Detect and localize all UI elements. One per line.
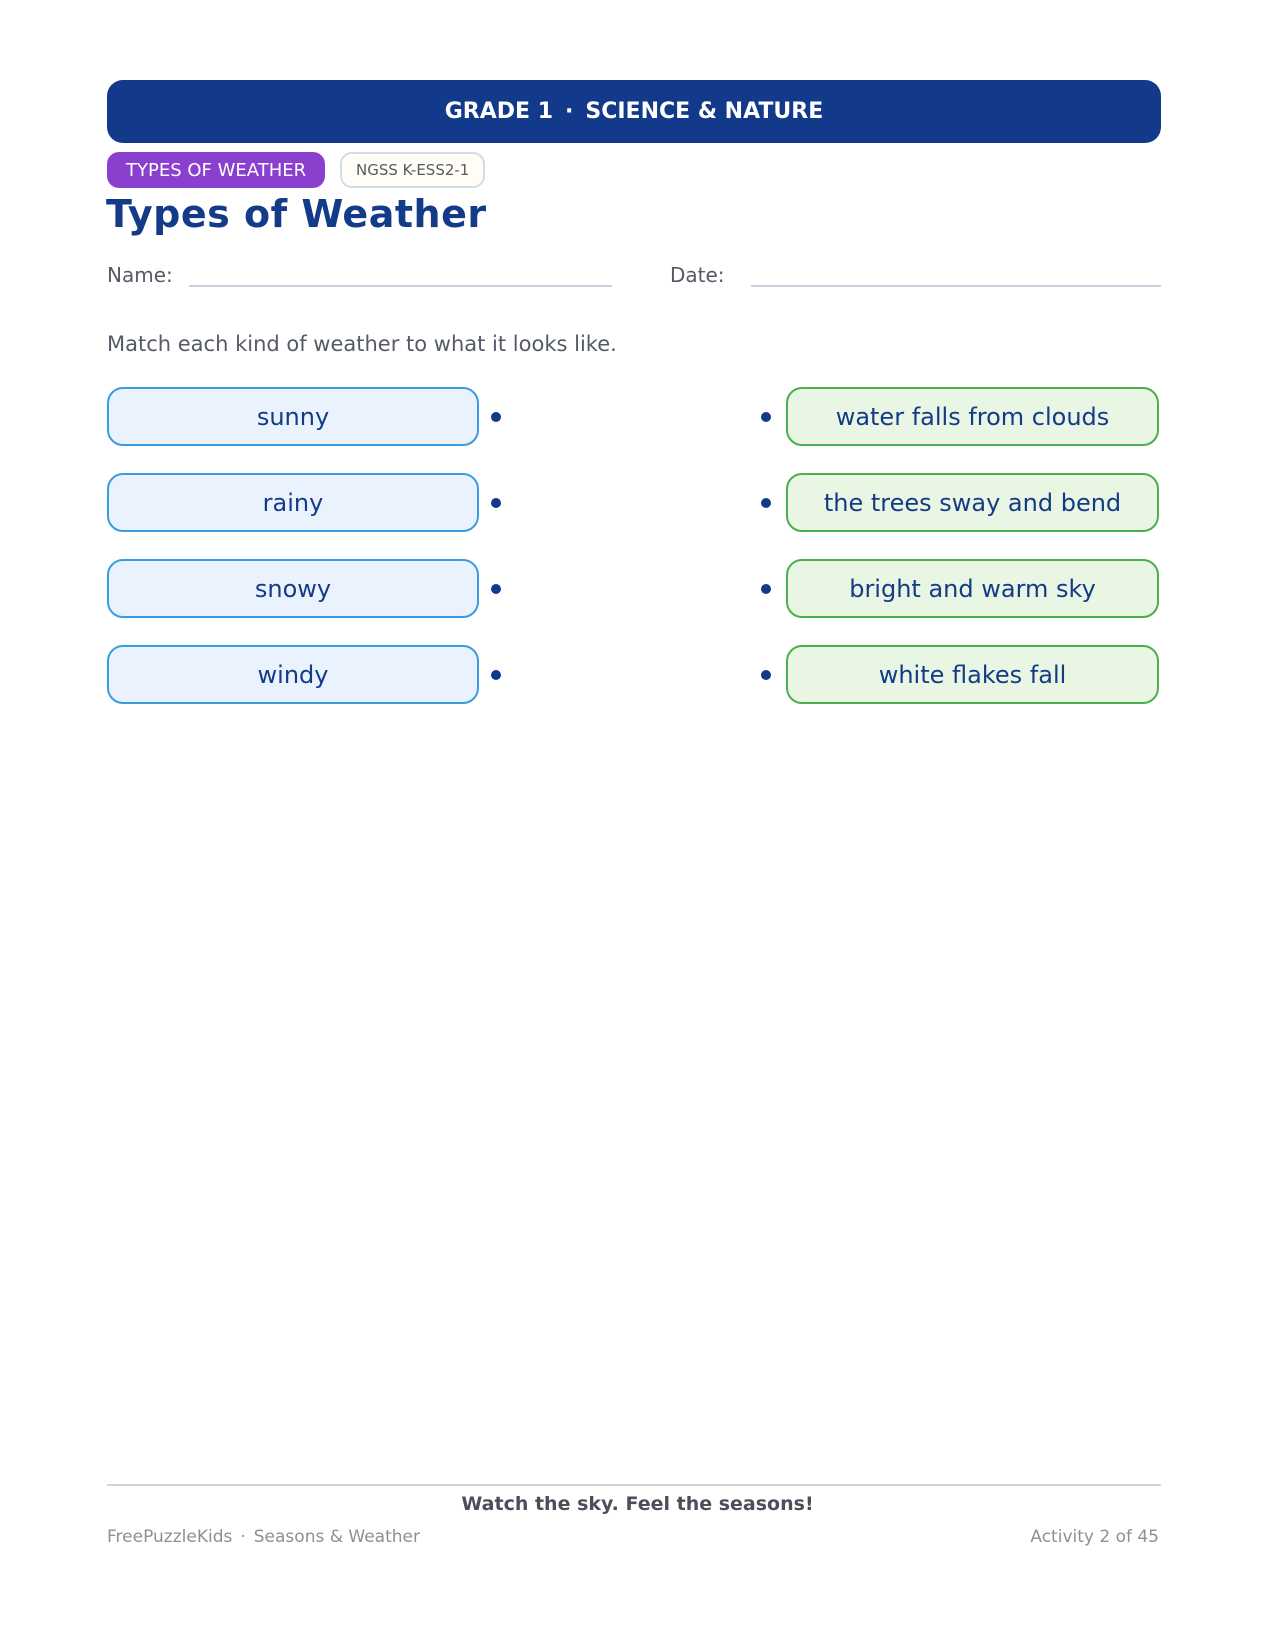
weather-card-rainy[interactable]: rainy [107, 473, 479, 532]
weather-card-windy[interactable]: windy [107, 645, 479, 704]
name-field[interactable] [189, 285, 612, 287]
name-label: Name: [107, 263, 173, 287]
series-name: Seasons & Weather [253, 1527, 420, 1547]
footer-separator: · [240, 1527, 246, 1547]
description-card[interactable]: white flakes fall [786, 645, 1159, 704]
date-field[interactable] [751, 285, 1161, 287]
right-connector-dot[interactable] [761, 584, 771, 594]
right-connector-dot[interactable] [761, 412, 771, 422]
grade-label: GRADE 1 [444, 99, 554, 124]
description-card[interactable]: bright and warm sky [786, 559, 1159, 618]
header-banner [107, 80, 1161, 143]
left-connector-dot[interactable] [491, 584, 501, 594]
footer-tagline: Watch the sky. Feel the seasons! [461, 1493, 814, 1515]
instructions: Match each kind of weather to what it looks like. [107, 332, 617, 356]
page-title: Types of Weather [106, 192, 487, 236]
date-label: Date: [670, 263, 725, 287]
weather-card-snowy[interactable]: snowy [107, 559, 479, 618]
footer-divider [107, 1484, 1161, 1486]
subject-label: SCIENCE & NATURE [585, 99, 824, 124]
description-card[interactable]: water falls from clouds [786, 387, 1159, 446]
left-connector-dot[interactable] [491, 412, 501, 422]
left-connector-dot[interactable] [491, 670, 501, 680]
standard-tag: NGSS K-ESS2-1 [340, 152, 485, 188]
topic-tag: TYPES OF WEATHER [107, 152, 325, 188]
right-connector-dot[interactable] [761, 498, 771, 508]
right-connector-dot[interactable] [761, 670, 771, 680]
weather-card-sunny[interactable]: sunny [107, 387, 479, 446]
header-separator: · [565, 99, 574, 124]
description-card[interactable]: the trees sway and bend [786, 473, 1159, 532]
left-connector-dot[interactable] [491, 498, 501, 508]
activity-counter: Activity 2 of 45 [1030, 1527, 1159, 1547]
footer-credits [107, 1527, 420, 1547]
brand-name: FreePuzzleKids [107, 1527, 233, 1547]
